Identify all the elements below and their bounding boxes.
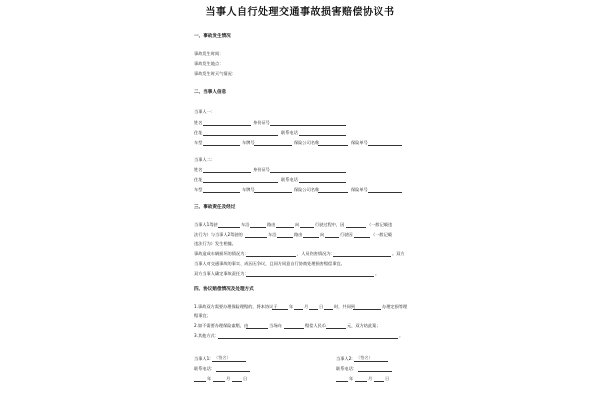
party-1-sign-month: 月 <box>226 376 231 381</box>
party-1-vehicle-field[interactable] <box>218 227 240 228</box>
party-2-id-label: 身份证号 <box>253 167 270 172</box>
item1-month-field[interactable] <box>294 309 303 310</box>
party-2-insurer-field[interactable] <box>318 192 348 193</box>
party-1-sign-month-field[interactable] <box>213 381 225 382</box>
party-2-sign-day: 日 <box>385 376 390 381</box>
party-2-policy-field[interactable] <box>368 192 402 193</box>
injury-field[interactable] <box>333 256 391 257</box>
party-1-policy-label: 保险单号 <box>351 140 368 145</box>
s3-line6-b: 。 <box>375 271 380 276</box>
s4-item1-a: 1.事故双方需要办理保险理赔的，将本协议于 <box>194 304 278 309</box>
item1-year-field[interactable] <box>272 309 288 310</box>
s3-line1-b: 车沿 <box>241 222 250 227</box>
party-2-plate-label: 车牌号 <box>242 187 255 192</box>
page-title: 当事人自行处理交通事故损害赔偿协议书 <box>205 7 395 18</box>
party-1-address-field[interactable] <box>203 135 278 136</box>
item1-hour-field[interactable] <box>324 309 333 310</box>
s3-line2-f: （一般记载 <box>371 232 392 237</box>
s3-line1-d: 向 <box>295 222 300 227</box>
compensation-amount-field[interactable] <box>326 328 346 329</box>
s4-item3-a: 3.其他方式： <box>194 333 219 338</box>
party-2-sign-label: 当事人2: <box>336 356 353 361</box>
party-1-sign-year: 年 <box>207 376 212 381</box>
s3-line4-a: 事故造成车辆损坏的情况为： <box>194 251 249 256</box>
party-2-vehicle-field[interactable] <box>245 237 267 238</box>
party-1-id-label: 身份证号 <box>253 120 270 125</box>
party-1-road-field[interactable] <box>250 227 266 228</box>
s3-line1-f: （一般记载违 <box>367 222 393 227</box>
party-2-sign-phone-label: 联系电话： <box>336 366 357 371</box>
s3-line5: 当事人对交通事故的事实、成因无争议，且同方同意自行协商处理损害赔偿事宜。 <box>194 261 345 266</box>
party-2-cause-field[interactable] <box>354 237 370 238</box>
party-1-insurer-field[interactable] <box>318 145 348 146</box>
party-1-name-label: 姓名 <box>194 120 203 125</box>
party-1-insurer-label: 保险公司名称 <box>294 140 320 145</box>
party-1-policy-field[interactable] <box>368 145 402 146</box>
s3-line3: 违法行为）发生相撞。 <box>194 241 236 246</box>
party-2-sign-hint: （签名） <box>356 355 373 360</box>
party-2-sign-month: 月 <box>368 376 373 381</box>
payee-field[interactable] <box>284 328 304 329</box>
s4-item2-a: 2.如不需要办理保险索赔，由 <box>194 323 249 328</box>
accident-place-label: 事故发生地点： <box>194 61 224 66</box>
party-1-direction-field[interactable] <box>300 227 314 228</box>
s3-line2-e: 行驶因 <box>340 232 353 237</box>
party-2-from-field[interactable] <box>303 237 319 238</box>
accident-time-label: 事故发生时间： <box>194 51 224 56</box>
s3-line1-a: 当事人1驾驶 <box>194 222 218 227</box>
party-1-model-field[interactable] <box>203 145 240 146</box>
section-1-heading: 一、事故发生情况 <box>194 34 231 39</box>
s3-line6-a: 双方当事人确定事故责任为： <box>194 271 249 276</box>
party-2-sign-year-field[interactable] <box>336 381 348 382</box>
payer-field[interactable] <box>246 328 268 329</box>
party-2-policy-label: 保险单号 <box>351 187 368 192</box>
party-1-sign-day: 日 <box>243 376 248 381</box>
party-1-plate-field[interactable] <box>254 145 292 146</box>
party-2-label: 当事人二： <box>194 157 215 162</box>
party-1-phone-field[interactable] <box>299 135 346 136</box>
party-2-direction-field[interactable] <box>325 237 339 238</box>
party-1-model-label: 车型 <box>194 140 203 145</box>
s3-line1-e: 行驶过程中，因 <box>315 222 345 227</box>
item1-location-field[interactable] <box>353 309 381 310</box>
s4-item1-day: 日 <box>319 304 324 309</box>
s4-item2-c: 赔偿人民币 <box>305 323 326 328</box>
s4-item2-b: 当场向 <box>269 323 282 328</box>
party-2-plate-field[interactable] <box>254 192 292 193</box>
party-2-road-field[interactable] <box>277 237 293 238</box>
party-2-sign-month-field[interactable] <box>355 381 367 382</box>
vehicle-damage-field[interactable] <box>246 256 296 257</box>
s3-line4-c: 。双方 <box>392 251 405 256</box>
party-2-address-field[interactable] <box>203 182 278 183</box>
party-2-name-field[interactable] <box>203 172 251 173</box>
party-1-sign-label: 当事人1: <box>194 356 211 361</box>
s4-item1-b: 时，共同到 <box>334 304 355 309</box>
party-1-signature-field[interactable] <box>212 361 246 362</box>
party-2-id-field[interactable] <box>270 172 346 173</box>
s4-item3-b: 。 <box>399 333 404 338</box>
accident-weather-label: 事故发生时天气情况： <box>194 71 236 76</box>
s4-item2-d: 元，双方结此案； <box>347 323 381 328</box>
party-1-name-field[interactable] <box>203 125 251 126</box>
party-2-phone-label: 联系电话 <box>281 177 298 182</box>
s3-line1-c: 路由 <box>267 222 276 227</box>
section-3-heading: 三、事故责任及经过 <box>194 205 236 210</box>
party-1-sign-day-field[interactable] <box>232 381 242 382</box>
party-2-model-field[interactable] <box>203 192 240 193</box>
party-2-model-label: 车型 <box>194 187 203 192</box>
party-1-sign-phone-field[interactable] <box>216 371 250 372</box>
section-2-heading: 二、当事人信息 <box>194 90 227 95</box>
party-2-address-label: 住址 <box>194 177 203 182</box>
party-2-phone-field[interactable] <box>299 182 346 183</box>
liability-field[interactable] <box>246 276 374 277</box>
s3-line2-d: 向 <box>320 232 325 237</box>
party-1-phone-label: 联系电话 <box>281 130 298 135</box>
party-1-plate-label: 车牌号 <box>242 140 255 145</box>
s3-line2-b: 车沿 <box>268 232 277 237</box>
other-method-field[interactable] <box>218 338 398 339</box>
s4-item1-c: 办理定损等理 <box>382 304 408 309</box>
party-2-sign-day-field[interactable] <box>374 381 384 382</box>
s3-line2-c: 路由 <box>294 232 303 237</box>
party-1-cause-field[interactable] <box>346 227 366 228</box>
party-1-address-label: 住址 <box>194 130 203 135</box>
party-1-sign-year-field[interactable] <box>194 381 206 382</box>
s4-item1-month: 月 <box>304 304 309 309</box>
party-2-insurer-label: 保险公司名称 <box>294 187 320 192</box>
item1-day-field[interactable] <box>309 309 318 310</box>
s3-line2-a: 法行为）与当事人2驾驶的 <box>194 232 243 237</box>
s4-item1-year: 年 <box>289 304 294 309</box>
party-2-signature-field[interactable] <box>354 361 388 362</box>
party-1-sign-hint: （签名） <box>214 355 231 360</box>
party-2-sign-phone-field[interactable] <box>358 371 392 372</box>
section-4-heading: 四、协议赔偿情况及处理方式 <box>194 287 254 292</box>
party-2-name-label: 姓名 <box>194 167 203 172</box>
party-2-sign-year: 年 <box>349 376 354 381</box>
party-1-id-field[interactable] <box>270 125 346 126</box>
party-1-from-field[interactable] <box>276 227 294 228</box>
party-1-label: 当事人一： <box>194 109 215 114</box>
s4-item1-d: 赔事宜； <box>194 313 211 318</box>
party-1-sign-phone-label: 联系电话： <box>194 366 215 371</box>
s3-line4-b: ，人员伤害情况为： <box>297 251 335 256</box>
